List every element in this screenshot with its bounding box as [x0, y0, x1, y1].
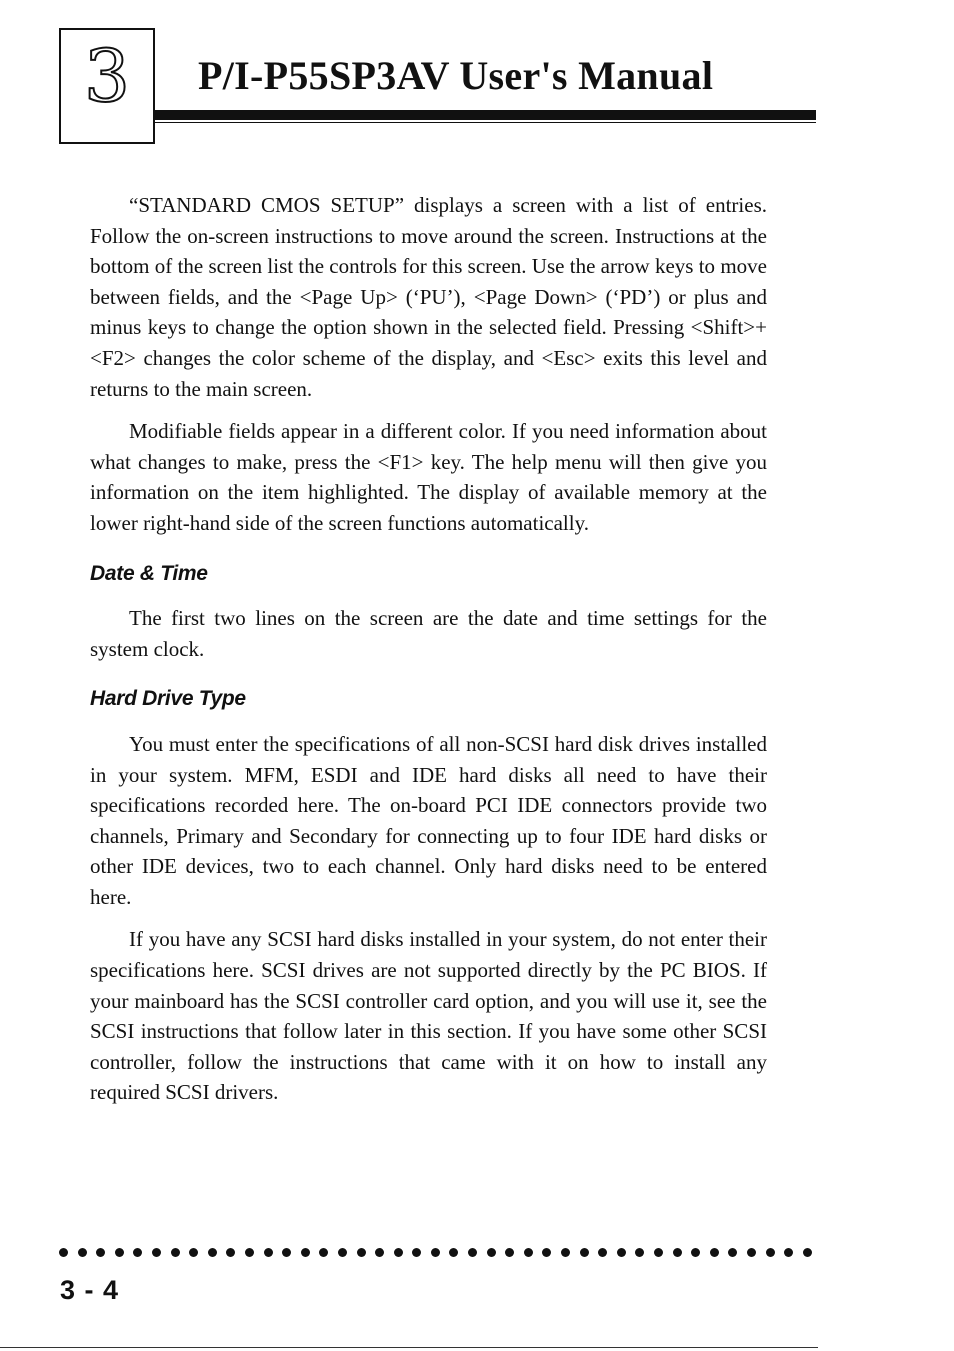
divider-dot — [59, 1248, 68, 1257]
divider-dot — [301, 1248, 310, 1257]
divider-dot — [96, 1248, 105, 1257]
divider-dot — [561, 1248, 570, 1257]
divider-dot — [747, 1248, 756, 1257]
header-rule-thin — [155, 122, 816, 123]
divider-dot — [431, 1248, 440, 1257]
divider-dot — [115, 1248, 124, 1257]
chapter-box — [59, 28, 155, 144]
divider-dot — [710, 1248, 719, 1257]
divider-dot — [487, 1248, 496, 1257]
divider-dot — [245, 1248, 254, 1257]
divider-dot — [226, 1248, 235, 1257]
divider-dot — [673, 1248, 682, 1257]
header-rule — [155, 110, 816, 120]
page-content — [90, 190, 767, 1120]
divider-dot — [542, 1248, 551, 1257]
divider-dot — [654, 1248, 663, 1257]
section-heading-date-time: Date & Time — [90, 561, 208, 585]
page-header-title: P/I-P55SP3AV User's Manual — [198, 53, 714, 98]
body-paragraph: “STANDARD CMOS SETUP” displays a screen with a list of entries. Follow the on-screen instructions to move around the screen. Instructions at the bottom of the screen list the controls for this screen. Use the arrow keys to move between fields, and the <Page Up> (‘PU’), <Page Down> (‘PD’) or plus and minus keys to change the option shown in the selected field. Pressing <Shift>+<F2> changes the color scheme of the display, and <Esc> exits this level and returns to the main screen. — [90, 193, 767, 401]
divider-dot — [412, 1248, 421, 1257]
divider-dot — [803, 1248, 812, 1257]
divider-dot — [784, 1248, 793, 1257]
divider-dot — [617, 1248, 626, 1257]
body-paragraph: You must enter the specifications of all non-SCSI hard disk drives installed in your system. MFM, ESDI and IDE hard disks all need to have their specifications recorded here. The on-board PCI IDE connectors provide two channels, Primary and Secondary for connecting up to four IDE hard disks or other IDE devices, two to each channel. Only hard disks need to be entered here. — [90, 731, 767, 909]
chapter-number: 3 — [84, 34, 130, 118]
divider-dot — [357, 1248, 366, 1257]
divider-dot — [152, 1248, 161, 1257]
body-paragraph: Modifiable fields appear in a different color. If you need information about what changes to make, press the <F1> key. The help menu will then give you information on the item highlighted. The display of available memory at the lower right-hand side of the screen functions automatically. — [90, 419, 767, 535]
divider-dot — [691, 1248, 700, 1257]
divider-dot — [171, 1248, 180, 1257]
divider-dot — [598, 1248, 607, 1257]
divider-dot — [133, 1248, 142, 1257]
divider-dot — [394, 1248, 403, 1257]
divider-dot — [580, 1248, 589, 1257]
body-paragraph: The first two lines on the screen are the date and time settings for the system clock. — [90, 606, 767, 661]
page-number: 3 - 4 — [60, 1275, 120, 1305]
divider-dot — [728, 1248, 737, 1257]
divider-dot — [208, 1248, 217, 1257]
divider-dot — [282, 1248, 291, 1257]
bottom-rule — [0, 1347, 818, 1348]
divider-dot — [78, 1248, 87, 1257]
body-paragraph: If you have any SCSI hard disks installed in your system, do not enter their specifications here. SCSI drives are not supported directly by the PC BIOS. If your mainboard has the SCSI controller card option, and you will use it, see the SCSI instructions that follow later in this section. If you have some other SCSI controller, follow the instructions that came with it on how to install any required SCSI drivers. — [90, 927, 767, 1105]
divider-dot — [189, 1248, 198, 1257]
divider-dot — [449, 1248, 458, 1257]
divider-dot — [635, 1248, 644, 1257]
divider-dot — [264, 1248, 273, 1257]
divider-dot — [524, 1248, 533, 1257]
divider-dot — [319, 1248, 328, 1257]
divider-dot — [766, 1248, 775, 1257]
divider-dot — [338, 1248, 347, 1257]
section-heading-hard-drive-type: Hard Drive Type — [90, 687, 246, 711]
footer-dot-divider — [59, 1248, 821, 1262]
divider-dot — [505, 1248, 514, 1257]
divider-dot — [468, 1248, 477, 1257]
divider-dot — [375, 1248, 384, 1257]
